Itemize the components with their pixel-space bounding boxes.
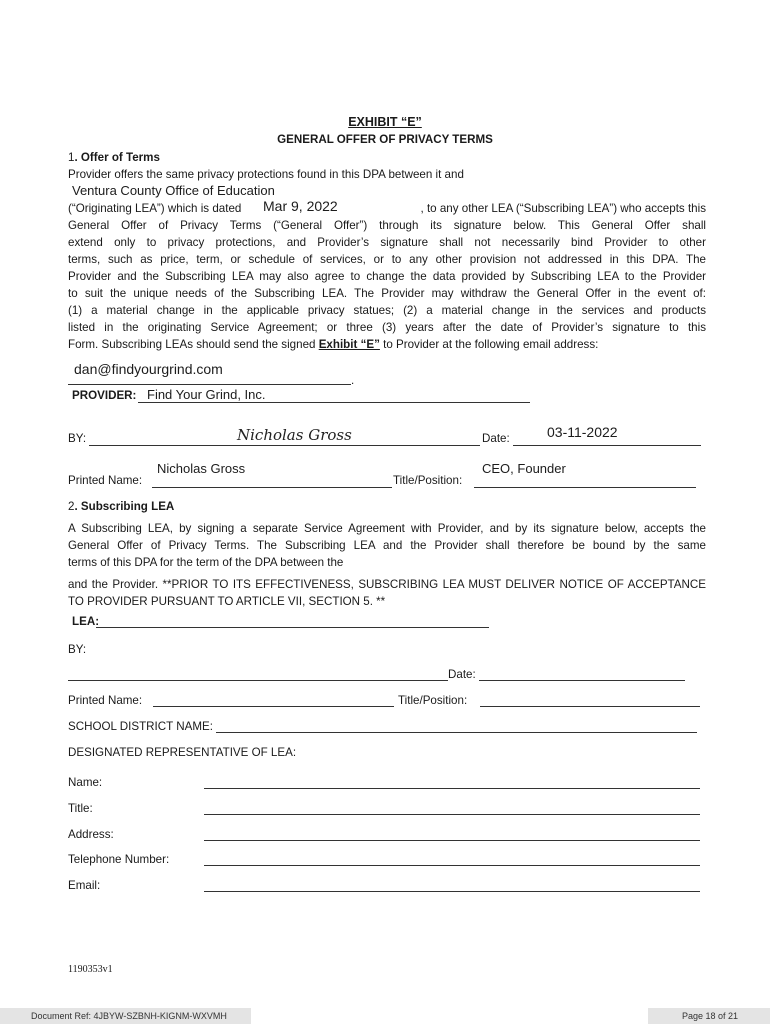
exhibit-title: EXHIBIT “E” — [348, 115, 422, 129]
paragraph-line: (1) a material change in the applicable privacy statues; (2) a material change in the services and products — [68, 304, 706, 317]
paragraph-line: listed in the originating Service Agreement; or three (3) years after the date of Provider’s signature to this — [68, 321, 706, 334]
lea-signature-line — [68, 680, 448, 681]
last-line-end: to Provider at the following email address: — [379, 338, 599, 351]
last-line-start: Form. Subscribing LEAs should send the signed — [68, 338, 319, 351]
by-label: BY: — [68, 432, 87, 445]
lea-by-label: BY: — [68, 643, 87, 656]
provider-value: Find Your Grind, Inc. — [147, 387, 266, 402]
provider-email-value: dan@findyourgrind.com — [74, 361, 223, 377]
exhibit-subtitle: GENERAL OFFER OF PRIVACY TERMS — [277, 133, 493, 146]
title-position-label: Title/Position: — [393, 474, 463, 487]
section-1-heading — [68, 149, 160, 166]
originating-lea-value: Ventura County Office of Education — [72, 183, 275, 198]
rep-address-line — [204, 840, 700, 841]
title-position-value: CEO, Founder — [482, 461, 566, 476]
title-position-line — [474, 487, 696, 488]
offer-paragraph — [68, 217, 706, 336]
rep-address-label: Address: — [68, 828, 114, 841]
paragraph-line: terms, such as price, term, or schedule of services, or to any other provision not addressed in this DPA. The — [68, 253, 706, 266]
paragraph-line: extend only to privacy protections, and Provider’s signature shall not necessarily bind Provider to other — [68, 236, 706, 249]
section-2-title: . Subscribing LEA — [74, 500, 175, 513]
printed-name-label: Printed Name: — [68, 474, 143, 487]
rep-name-line — [204, 788, 700, 789]
provider-label: PROVIDER: — [72, 389, 137, 402]
section-2-number: 2 — [68, 500, 75, 513]
footer-doc-ref: Document Ref: 4JBYW-SZBNH-KIGNM-WXVMH — [0, 1008, 251, 1024]
rep-telephone-line — [204, 865, 700, 866]
school-district-line — [216, 732, 697, 733]
paragraph-line: terms of this DPA for the term of the DPA between the — [68, 556, 344, 569]
date-line — [513, 445, 701, 446]
provider-signature: Nicholas Gross — [237, 426, 352, 444]
provider-line — [138, 402, 530, 403]
subscribing-lea-line: , to any other LEA (“Subscribing LEA”) who accepts this — [420, 202, 706, 215]
printed-name-value: Nicholas Gross — [157, 461, 246, 476]
paragraph-line: and the Provider. **PRIOR TO ITS EFFECTIVENESS, SUBSCRIBING LEA MUST DELIVER NOTICE OF ACCEPTANCE — [68, 578, 706, 591]
lea-date-line — [479, 680, 685, 681]
footer-page-number: Page 18 of 21 — [648, 1008, 770, 1024]
paragraph-line: TO PROVIDER PURSUANT TO ARTICLE VII, SECTION 5. ** — [68, 595, 386, 608]
agreement-date-value: Mar 9, 2022 — [263, 198, 338, 214]
lea-printed-name-line — [153, 706, 394, 707]
intro-line: Provider offers the same privacy protections found in this DPA between it and — [68, 168, 464, 181]
lea-date-label: Date: — [448, 668, 476, 681]
email-line — [68, 384, 351, 385]
paragraph-line: to suit the unique needs of the Subscribing LEA. The Provider may withdraw the General Offer in the event of: — [68, 287, 706, 300]
section-1-title: . Offer of Terms — [74, 151, 160, 164]
exhibit-e-reference: Exhibit “E” — [318, 338, 380, 351]
originating-lea-line: (“Originating LEA”) which is dated — [68, 202, 242, 215]
rep-title-line — [204, 814, 700, 815]
paragraph-line: General Offer of Privacy Terms (“General Offer”) through its signature below. This General Offer shall — [68, 219, 706, 232]
designated-rep-label: DESIGNATED REPRESENTATIVE OF LEA: — [68, 746, 297, 759]
rep-name-label: Name: — [68, 776, 103, 789]
document-id: 1190353v1 — [68, 964, 113, 975]
signature-line — [89, 445, 480, 446]
lea-title-position-line — [480, 706, 700, 707]
school-district-label: SCHOOL DISTRICT NAME: — [68, 720, 213, 733]
email-period: . — [351, 374, 355, 387]
subscribing-paragraph — [68, 520, 706, 554]
lea-label: LEA: — [72, 615, 100, 628]
lea-printed-name-label: Printed Name: — [68, 694, 143, 707]
lea-title-position-label: Title/Position: — [398, 694, 468, 707]
signed-date-value: 03-11-2022 — [547, 424, 618, 440]
paragraph-line: General Offer of Privacy Terms. The Subscribing LEA and the Provider shall therefore be bound by the same — [68, 539, 706, 552]
date-label: Date: — [482, 432, 510, 445]
rep-email-label: Email: — [68, 879, 101, 892]
section-2-heading — [68, 498, 174, 515]
paragraph-line: A Subscribing LEA, by signing a separate Service Agreement with Provider, and by its signature below, accepts the — [68, 522, 706, 535]
section-1-number: 1 — [68, 151, 75, 164]
printed-name-line — [152, 487, 392, 488]
rep-telephone-label: Telephone Number: — [68, 853, 170, 866]
rep-title-label: Title: — [68, 802, 93, 815]
lea-line — [96, 627, 489, 628]
paragraph-line: Provider and the Subscribing LEA may also agree to change the data provided by Subscribing LEA to the Provider — [68, 270, 706, 283]
acceptance-notice — [68, 576, 706, 593]
paragraph-last-line — [68, 336, 598, 353]
rep-email-line — [204, 891, 700, 892]
